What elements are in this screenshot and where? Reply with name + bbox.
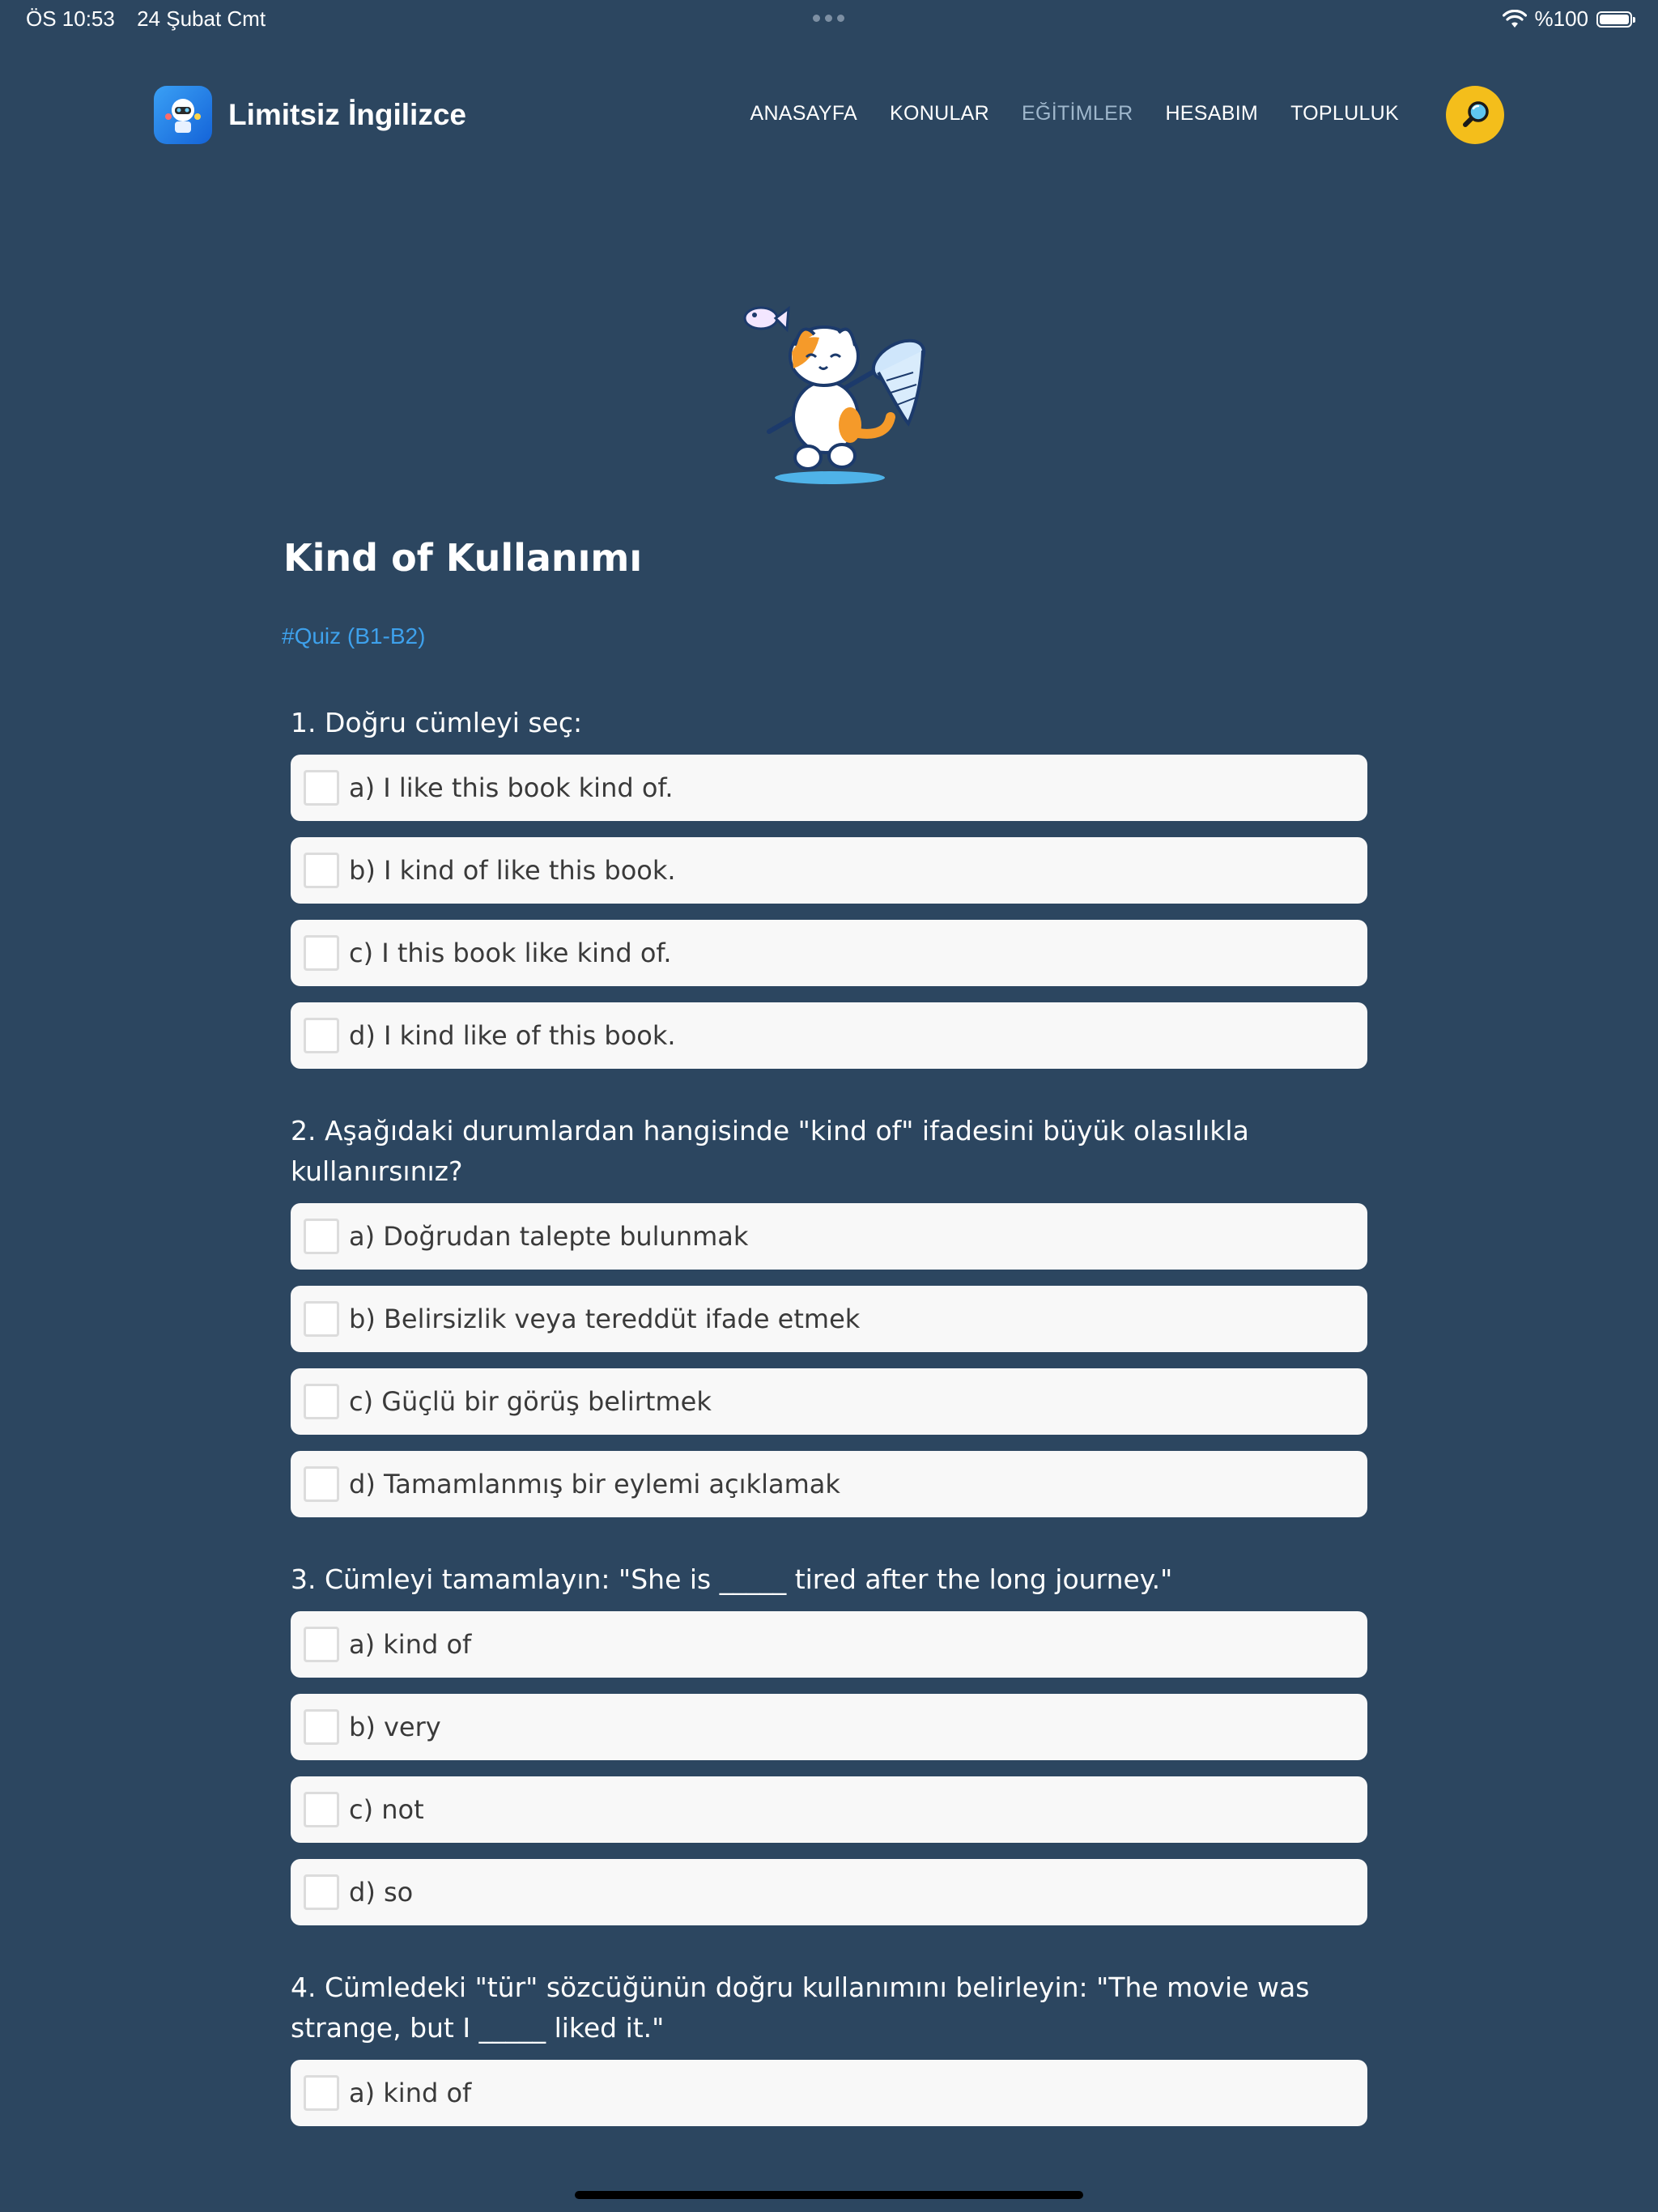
quiz-list <box>291 703 1367 2168</box>
nav-topluluk[interactable]: TOPLULUK <box>1290 102 1399 125</box>
option-label: a) Doğrudan talepte bulunmak <box>349 1221 749 1252</box>
status-right <box>1503 6 1633 32</box>
battery-icon <box>1596 11 1632 28</box>
question-3 <box>291 1559 1367 1925</box>
nav-hesabim[interactable]: HESABIM <box>1165 102 1259 125</box>
question-2 <box>291 1111 1367 1517</box>
option-label: d) Tamamlanmış bir eylemi açıklamak <box>349 1469 840 1499</box>
nav-egitimler[interactable]: EĞİTİMLER <box>1021 102 1133 125</box>
status-bar <box>0 0 1658 39</box>
option-1a[interactable] <box>291 755 1367 821</box>
option-label: a) kind of <box>349 2078 472 2108</box>
option-label: c) not <box>349 1794 424 1825</box>
checkbox[interactable] <box>304 770 339 806</box>
option-2b[interactable] <box>291 1286 1367 1352</box>
app-logo-icon <box>154 86 212 144</box>
option-2a[interactable] <box>291 1203 1367 1270</box>
checkbox[interactable] <box>304 1384 339 1419</box>
question-text: 3. Cümleyi tamamlayın: "She is _____ tired after the long journey." <box>291 1563 1173 1595</box>
option-label: a) kind of <box>349 1629 472 1660</box>
checkbox[interactable] <box>304 1627 339 1662</box>
nav-anasayfa[interactable]: ANASAYFA <box>750 102 858 125</box>
option-2d[interactable] <box>291 1451 1367 1517</box>
checkbox[interactable] <box>304 853 339 888</box>
quiz-tag-link[interactable]: #Quiz (B1-B2) <box>282 623 426 649</box>
option-3b[interactable] <box>291 1694 1367 1760</box>
status-time: ÖS 10:53 <box>26 6 115 31</box>
site-header <box>154 84 1504 149</box>
brand-link[interactable] <box>154 86 466 144</box>
checkbox[interactable] <box>304 2075 339 2111</box>
option-label: b) I kind of like this book. <box>349 855 676 886</box>
question-text: 1. Doğru cümleyi seç: <box>291 707 583 738</box>
option-label: c) I this book like kind of. <box>349 938 672 968</box>
checkbox[interactable] <box>304 1018 339 1053</box>
option-label: c) Güçlü bir görüş belirtmek <box>349 1386 712 1417</box>
checkbox[interactable] <box>304 1709 339 1745</box>
option-4a[interactable] <box>291 2060 1367 2126</box>
wifi-icon <box>1503 10 1527 29</box>
search-icon <box>1457 97 1493 133</box>
option-3c[interactable] <box>291 1776 1367 1843</box>
checkbox[interactable] <box>304 935 339 971</box>
question-text: 2. Aşağıdaki durumlardan hangisinde "kind of" ifadesini büyük olasılıkla kullanırsınız? <box>291 1115 1249 1187</box>
page-title: Kind of Kullanımı <box>283 536 643 580</box>
cat-illustration <box>729 296 939 490</box>
question-text: 4. Cümledeki "tür" sözcüğünün doğru kullanımını belirleyin: "The movie was strange, but I _____ liked it." <box>291 1972 1310 2044</box>
option-label: a) I like this book kind of. <box>349 772 674 803</box>
question-4 <box>291 1967 1367 2126</box>
checkbox[interactable] <box>304 1874 339 1910</box>
option-label: b) Belirsizlik veya tereddüt ifade etmek <box>349 1304 861 1334</box>
checkbox[interactable] <box>304 1792 339 1827</box>
option-1b[interactable] <box>291 837 1367 904</box>
search-button[interactable] <box>1446 86 1504 144</box>
checkbox[interactable] <box>304 1466 339 1502</box>
multitasking-dots-icon[interactable] <box>813 15 844 22</box>
nav-konular[interactable]: KONULAR <box>890 102 989 125</box>
option-label: d) so <box>349 1877 414 1908</box>
option-3d[interactable] <box>291 1859 1367 1925</box>
option-label: b) very <box>349 1712 441 1742</box>
home-indicator[interactable] <box>575 2191 1083 2199</box>
checkbox[interactable] <box>304 1301 339 1337</box>
option-1c[interactable] <box>291 920 1367 986</box>
question-1 <box>291 703 1367 1069</box>
option-3a[interactable] <box>291 1611 1367 1678</box>
main-nav <box>750 102 1399 125</box>
battery-percent: %100 <box>1534 6 1588 31</box>
checkbox[interactable] <box>304 1219 339 1254</box>
status-left <box>26 6 282 32</box>
brand-name: Limitsiz İngilizce <box>228 98 466 131</box>
status-date: 24 Şubat Cmt <box>137 6 266 31</box>
option-2c[interactable] <box>291 1368 1367 1435</box>
option-label: d) I kind like of this book. <box>349 1020 676 1051</box>
option-1d[interactable] <box>291 1002 1367 1069</box>
